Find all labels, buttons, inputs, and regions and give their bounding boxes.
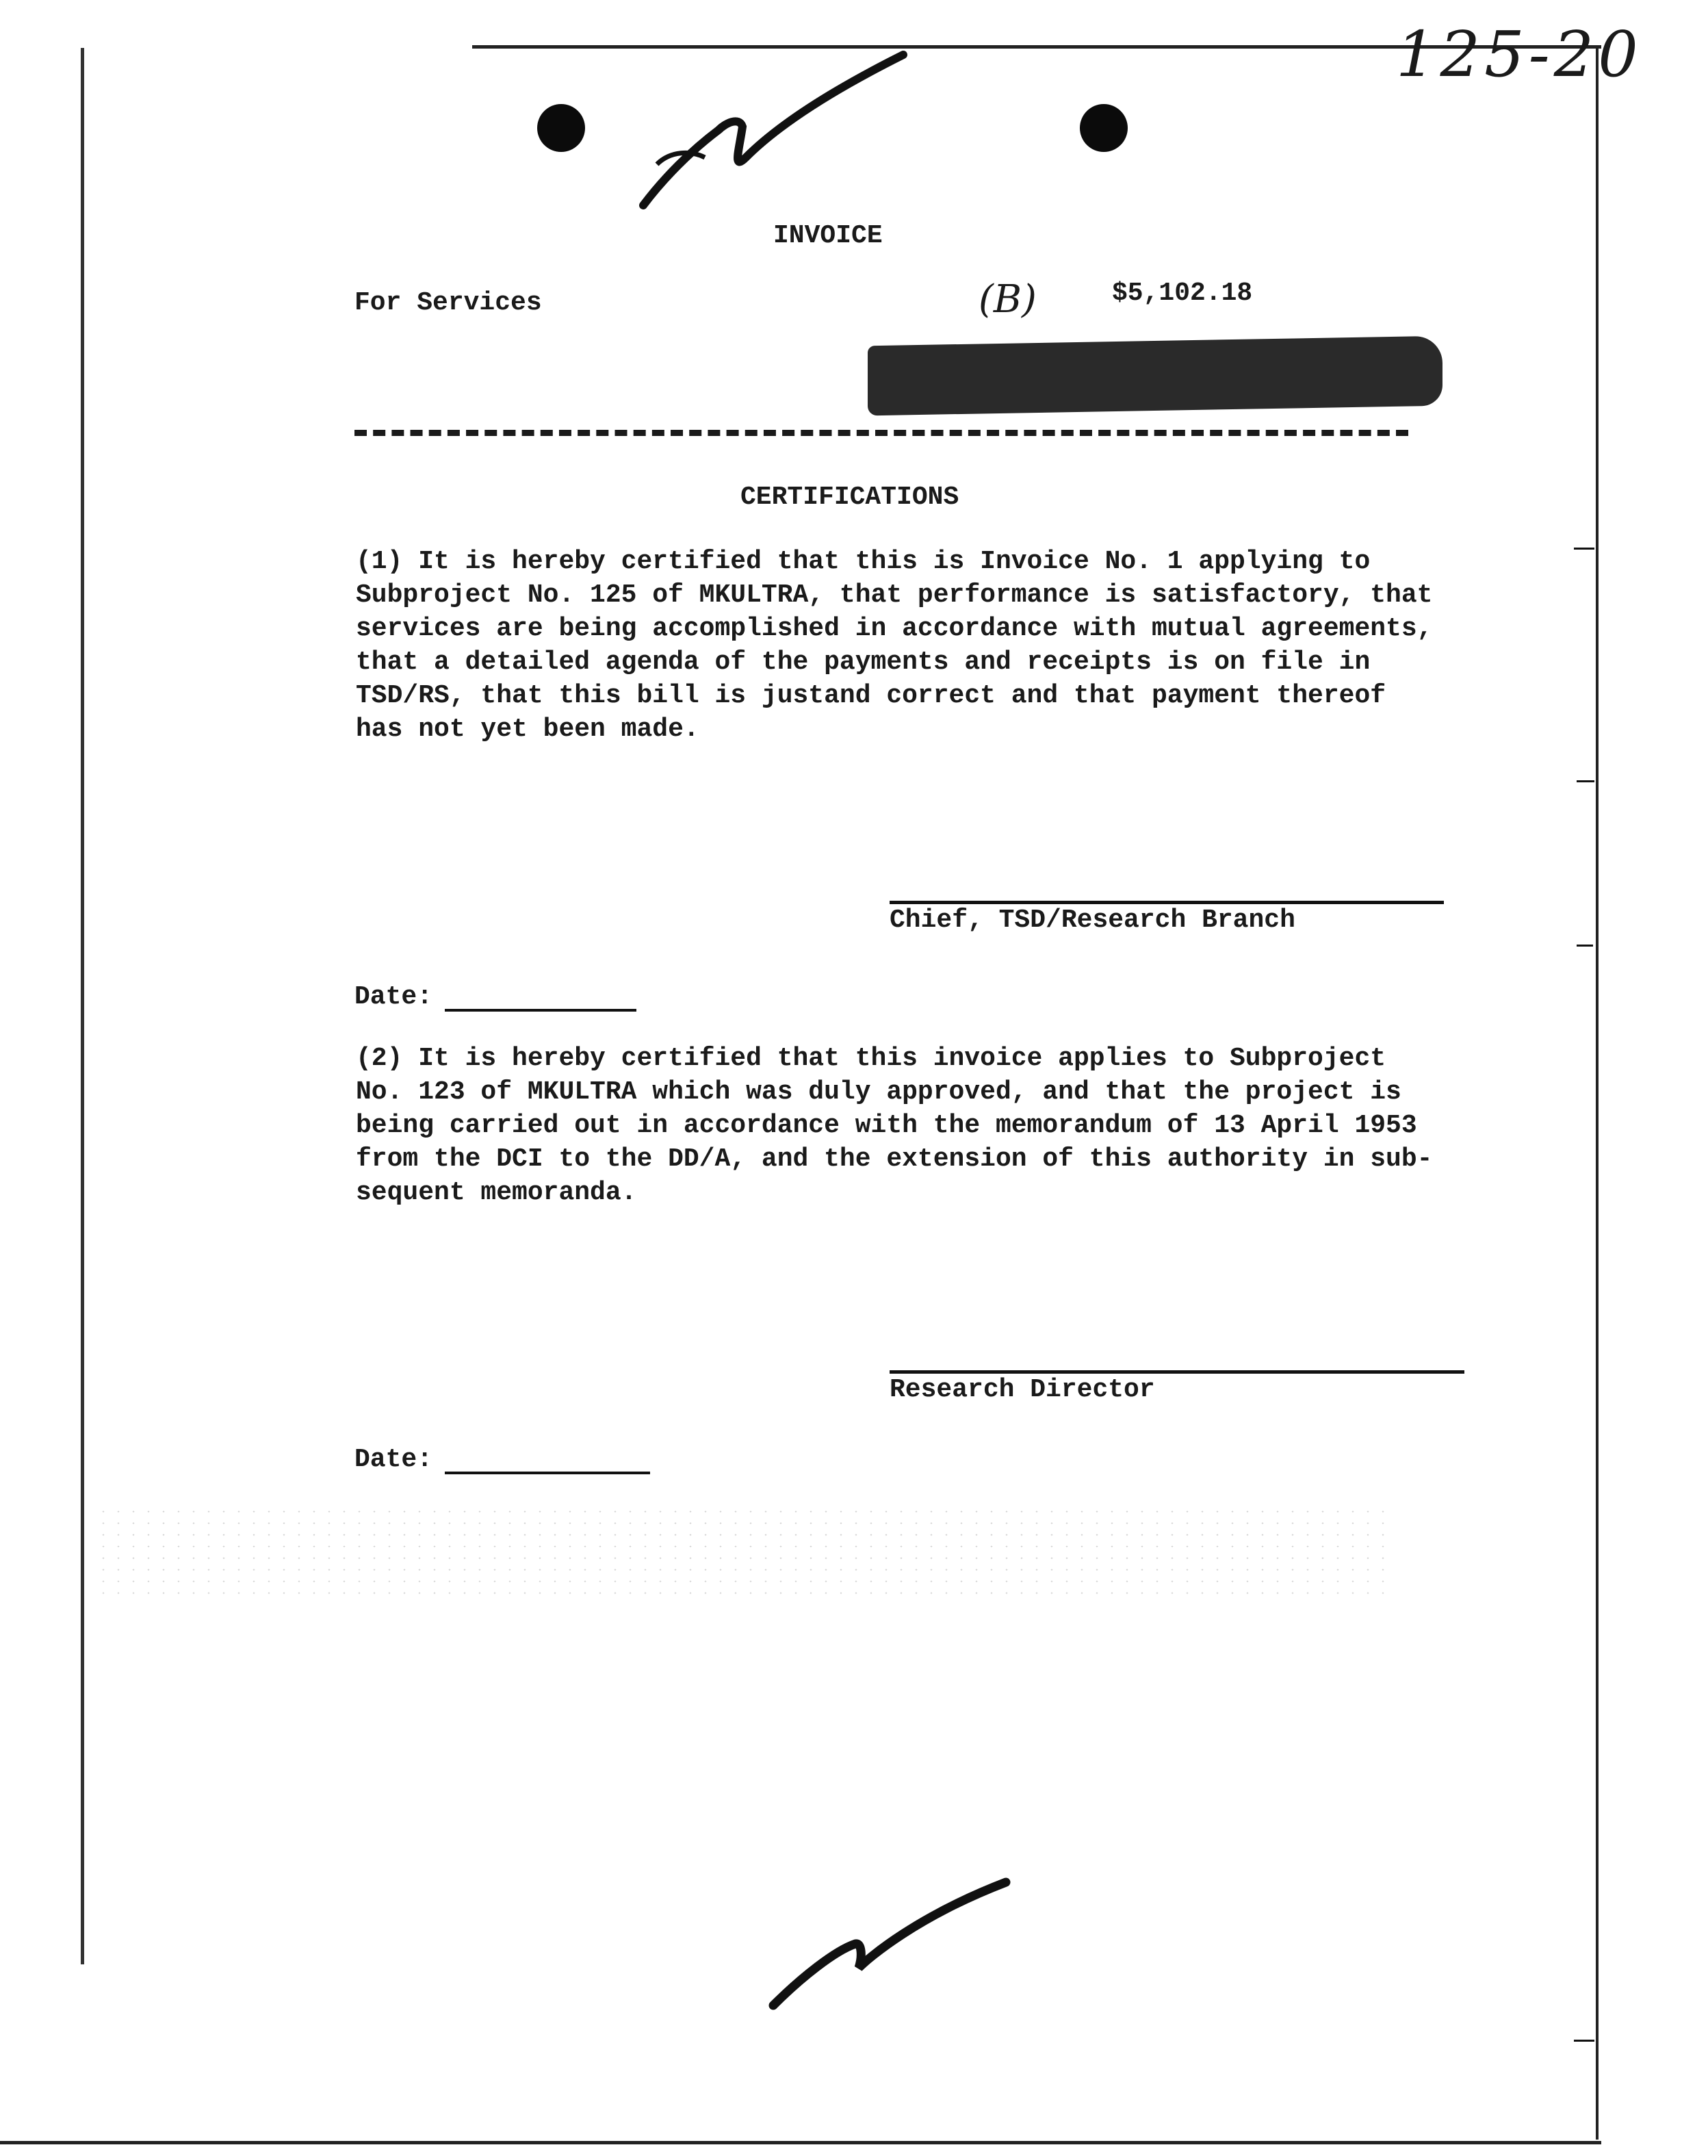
file-number-handwritten: 125-20 xyxy=(1396,18,1642,91)
cert1-line: (1) It is hereby certified that this is Invoice No. 1 applying to xyxy=(356,547,1371,576)
cert1-line: has not yet been made. xyxy=(356,715,699,744)
date-line-1 xyxy=(445,1009,636,1012)
left-margin-line xyxy=(81,48,84,1964)
scan-noise xyxy=(96,1506,1396,1595)
certification-2 xyxy=(356,1042,1519,1209)
edge-tick xyxy=(1574,548,1594,550)
date-label-2: Date: xyxy=(354,1445,433,1474)
bottom-border-line xyxy=(0,2141,1601,2144)
cert1-line: TSD/RS, that this bill is justand correct and that payment thereof xyxy=(356,681,1386,710)
signer-1-title: Chief, TSD/Research Branch xyxy=(890,906,1295,935)
certifications-heading: CERTIFICATIONS xyxy=(740,483,959,512)
cert2-line: sequent memoranda. xyxy=(356,1178,637,1207)
punch-hole-right xyxy=(1080,104,1128,152)
edge-tick xyxy=(1574,2040,1594,2042)
services-amount: $5,102.18 xyxy=(1112,279,1253,308)
handwritten-checkmark-bottom xyxy=(760,1875,1020,2019)
right-border-line xyxy=(1596,45,1599,2140)
date-line-2 xyxy=(445,1472,650,1474)
edge-tick xyxy=(1577,780,1594,782)
punch-hole-left xyxy=(537,104,585,152)
cert2-line: No. 123 of MKULTRA which was duly approved, and that the project is xyxy=(356,1077,1401,1107)
services-label: For Services xyxy=(354,288,542,318)
certification-1 xyxy=(356,545,1519,746)
signer-2-title: Research Director xyxy=(890,1375,1155,1404)
handwritten-checkmark-top xyxy=(602,48,917,226)
cert2-line: (2) It is hereby certified that this invoice applies to Subproject xyxy=(356,1044,1386,1073)
cert2-line: being carried out in accordance with the memorandum of 13 April 1953 xyxy=(356,1111,1417,1140)
dashed-separator xyxy=(354,430,1408,436)
redaction-block xyxy=(868,336,1442,416)
cert1-line: services are being accomplished in accordance with mutual agreements, xyxy=(356,614,1433,643)
services-annotation: (B) xyxy=(979,277,1037,322)
cert2-line: from the DCI to the DD/A, and the extension of this authority in sub- xyxy=(356,1144,1433,1174)
cert1-line: Subproject No. 125 of MKULTRA, that performance is satisfactory, that xyxy=(356,580,1433,610)
cert1-line: that a detailed agenda of the payments and receipts is on file in xyxy=(356,647,1371,677)
edge-tick xyxy=(1577,945,1593,947)
date-label-1: Date: xyxy=(354,982,433,1012)
invoice-title: INVOICE xyxy=(773,221,883,251)
